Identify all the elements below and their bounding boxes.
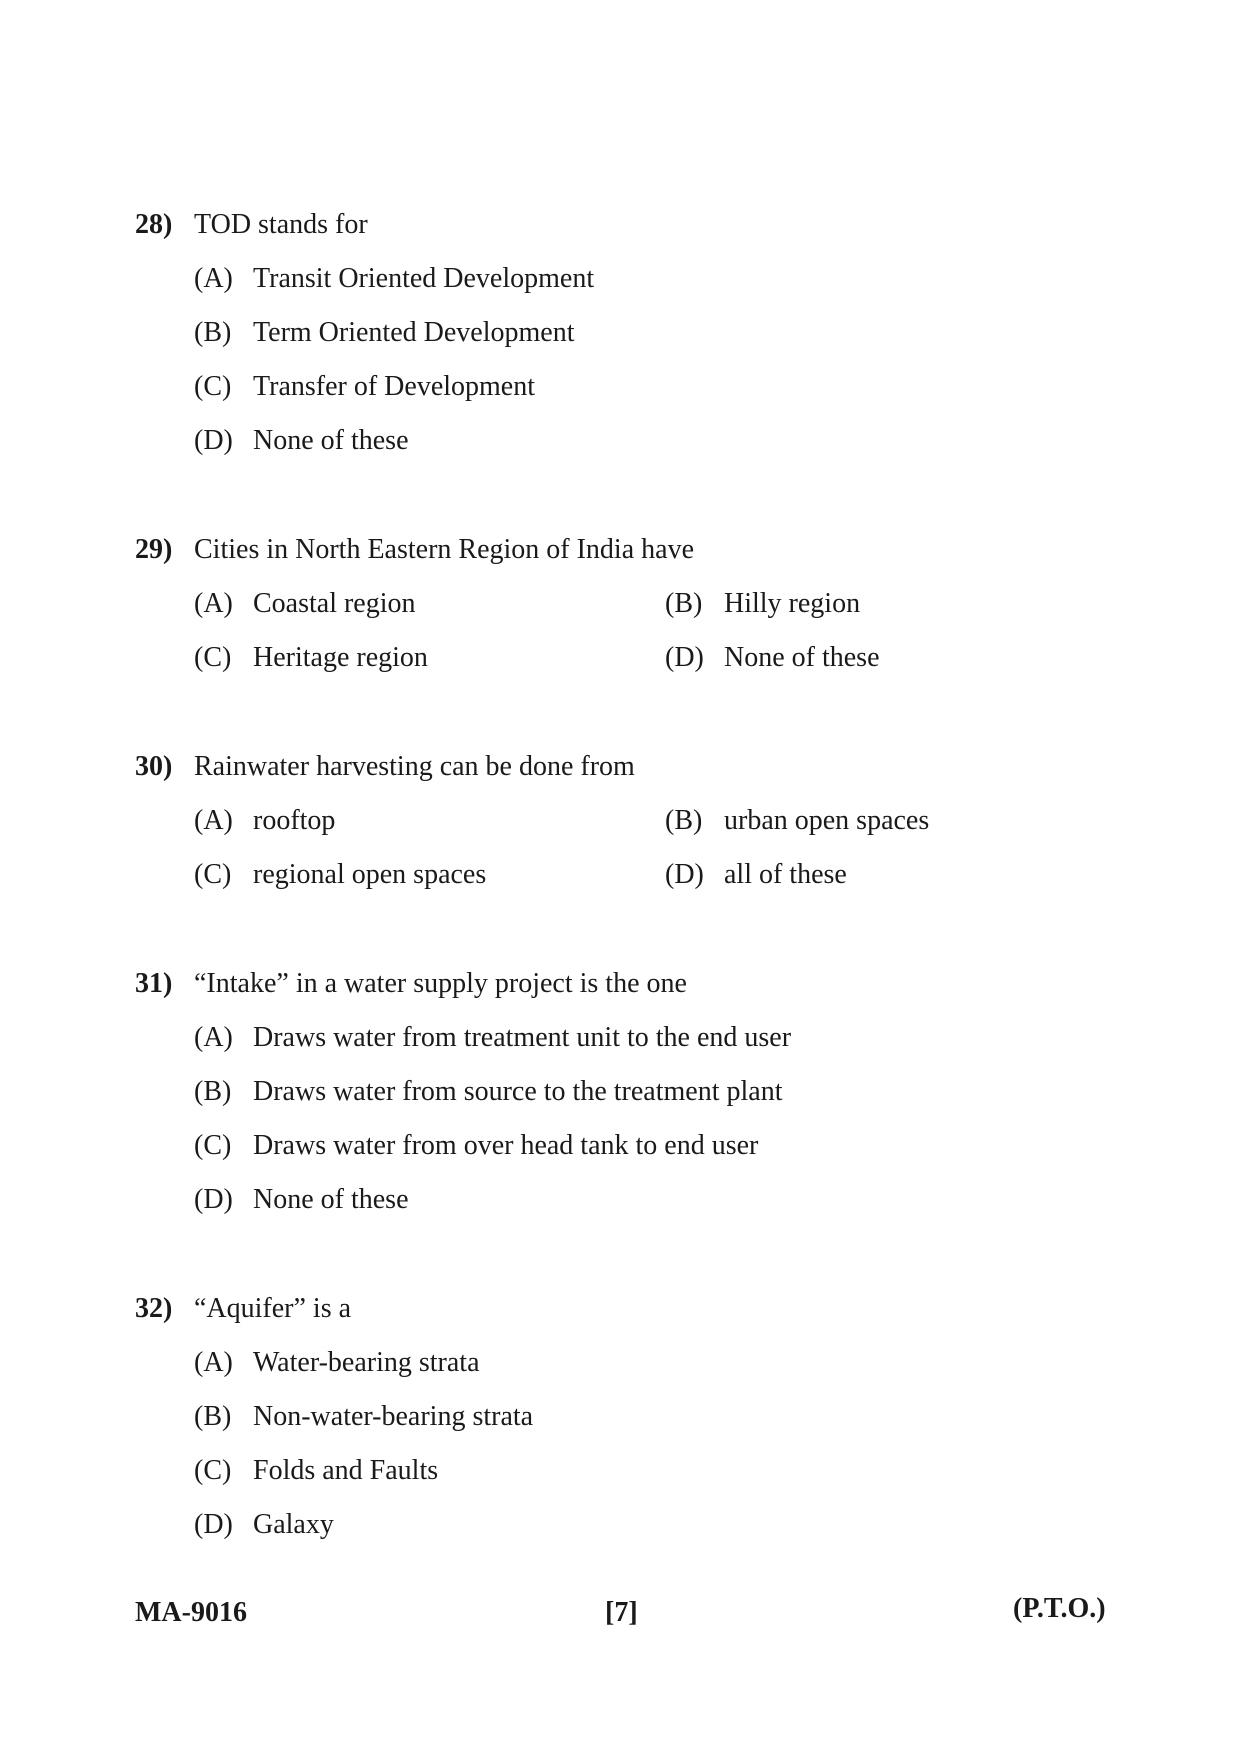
question-31 xyxy=(135,964,1115,1215)
question-number: 28) xyxy=(135,209,173,240)
option-letter: (D) xyxy=(665,642,704,673)
option-letter: (A) xyxy=(194,1347,233,1378)
option-text: Draws water from treatment unit to the end user xyxy=(253,1022,792,1053)
question-text: “Aquifer” is a xyxy=(194,1293,352,1324)
option-letter: (C) xyxy=(194,1455,232,1486)
option-text: rooftop xyxy=(253,805,336,836)
option-letter: (D) xyxy=(194,1509,233,1540)
option-text: regional open spaces xyxy=(253,859,487,890)
question-text: Cities in North Eastern Region of India have xyxy=(194,534,694,565)
option-letter: (A) xyxy=(194,263,233,294)
option-letter: (A) xyxy=(194,588,233,619)
question-28 xyxy=(135,205,1115,456)
option-text: Term Oriented Development xyxy=(253,317,575,348)
option-text: all of these xyxy=(724,859,847,890)
option-letter: (B) xyxy=(665,805,703,836)
option-text: Transit Oriented Development xyxy=(253,263,595,294)
question-stem xyxy=(135,747,1115,787)
option-text: Hilly region xyxy=(724,588,861,619)
option-text: Folds and Faults xyxy=(253,1455,439,1486)
question-text: Rainwater harvesting can be done from xyxy=(194,751,635,782)
question-30 xyxy=(135,747,1115,890)
option-text: Galaxy xyxy=(253,1509,334,1540)
question-29 xyxy=(135,530,1115,673)
option-text: Heritage region xyxy=(253,642,428,673)
option-letter: (C) xyxy=(194,1130,232,1161)
option-letter: (B) xyxy=(194,1076,232,1107)
question-stem xyxy=(135,1289,1115,1329)
question-number: 30) xyxy=(135,751,173,782)
question-32 xyxy=(135,1289,1115,1540)
question-stem xyxy=(135,205,1115,245)
option-letter: (D) xyxy=(665,859,704,890)
option-letter: (C) xyxy=(194,371,232,402)
option-text: urban open spaces xyxy=(724,805,930,836)
option-letter: (A) xyxy=(194,1022,233,1053)
pto-label: (P.T.O.) xyxy=(1013,1593,1106,1624)
question-stem xyxy=(135,964,1115,1004)
option-text: None of these xyxy=(724,642,880,673)
option-text: Draws water from source to the treatment plant xyxy=(253,1076,783,1107)
paper-code: MA-9016 xyxy=(135,1597,247,1628)
option-text: Water-bearing strata xyxy=(253,1347,480,1378)
question-stem xyxy=(135,530,1115,570)
option-letter: (C) xyxy=(194,859,232,890)
question-text: “Intake” in a water supply project is the one xyxy=(194,968,687,999)
page-number: [7] xyxy=(605,1597,638,1628)
option-letter: (D) xyxy=(194,425,233,456)
option-letter: (B) xyxy=(194,317,232,348)
option-text: Draws water from over head tank to end user xyxy=(253,1130,759,1161)
option-text: Non-water-bearing strata xyxy=(253,1401,534,1432)
option-text: None of these xyxy=(253,425,409,456)
option-letter: (B) xyxy=(665,588,703,619)
option-text: Coastal region xyxy=(253,588,416,619)
option-letter: (B) xyxy=(194,1401,232,1432)
question-number: 29) xyxy=(135,534,173,565)
option-text: None of these xyxy=(253,1184,409,1215)
question-text: TOD stands for xyxy=(194,209,368,240)
option-letter: (C) xyxy=(194,642,232,673)
option-text: Transfer of Development xyxy=(253,371,536,402)
question-number: 32) xyxy=(135,1293,173,1324)
question-number: 31) xyxy=(135,968,173,999)
option-letter: (A) xyxy=(194,805,233,836)
option-letter: (D) xyxy=(194,1184,233,1215)
